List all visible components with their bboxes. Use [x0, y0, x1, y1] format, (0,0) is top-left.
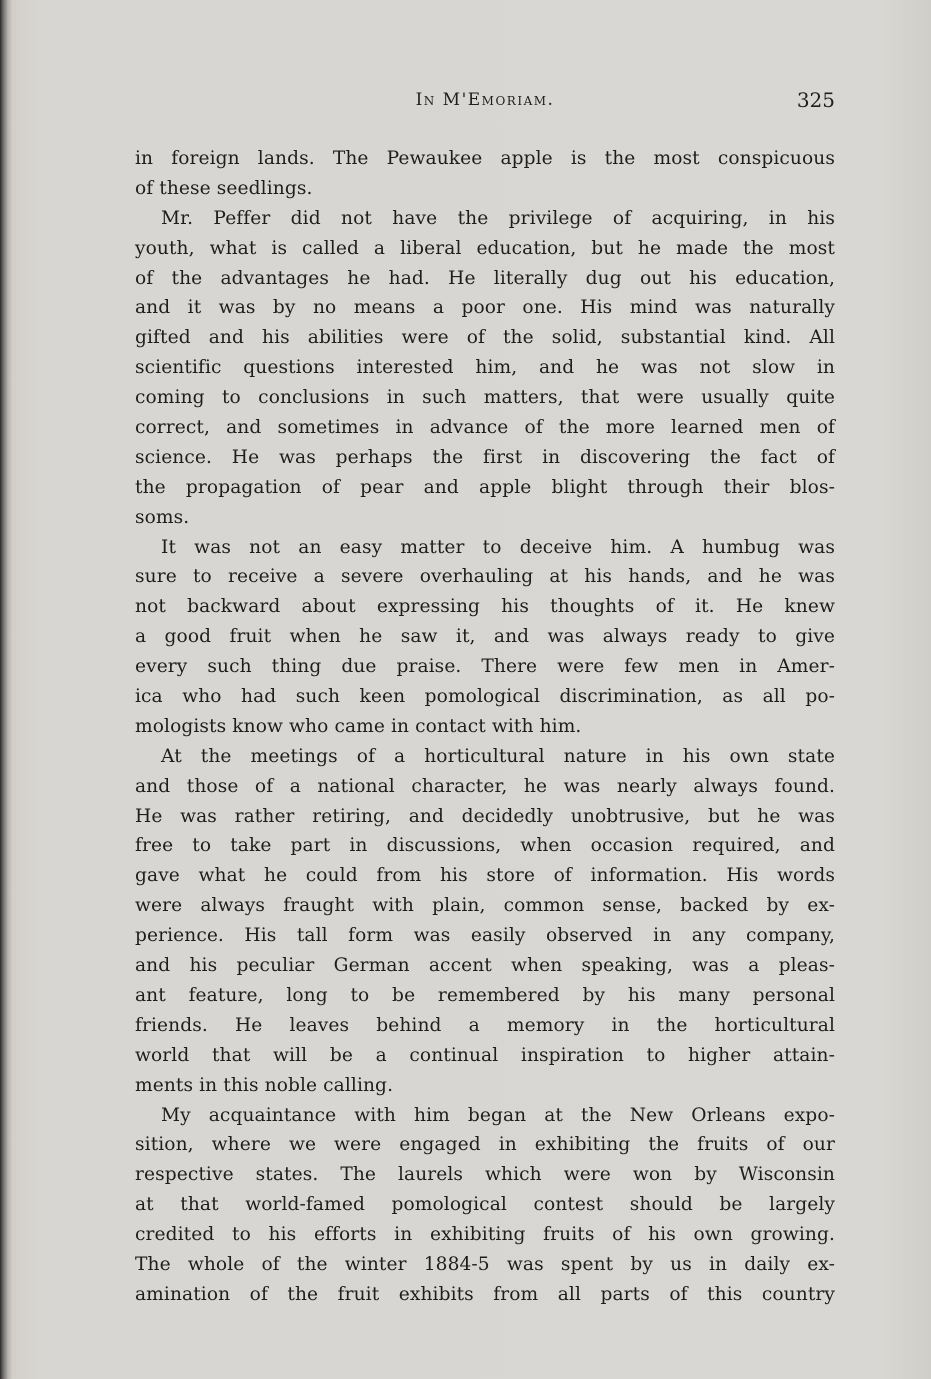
running-head [135, 90, 835, 120]
text-line: Mr. Peffer did not have the privilege of acquiring, in his [161, 207, 835, 229]
text-line: perience. His tall form was easily observed in any company, [135, 925, 835, 947]
text-line: friends. He leaves behind a memory in the horticultural [135, 1014, 835, 1036]
text-line: of the advantages he had. He literally dug out his education, [135, 267, 835, 289]
text-line: My acquaintance with him began at the New Orleans expo- [161, 1104, 835, 1126]
text-line: mologists know who came in contact with him. [135, 715, 582, 737]
paragraph [135, 1101, 835, 1310]
text-line: sition, where we were engaged in exhibiting the fruits of our [135, 1134, 835, 1156]
paragraph [135, 533, 835, 742]
text-line: sure to receive a severe overhauling at his hands, and he was [135, 566, 835, 588]
text-line: at that world-famed pomological contest should be largely [135, 1194, 835, 1216]
text-line: respective states. The laurels which were won by Wisconsin [135, 1164, 835, 1186]
text-line: ant feature, long to be remembered by his many personal [135, 984, 835, 1006]
text-line: and his peculiar German accent when speaking, was a pleas- [135, 955, 835, 977]
text-line: not backward about expressing his thoughts of it. He knew [135, 596, 835, 618]
binding-edge [0, 0, 12, 1379]
text-line: scientific questions interested him, and he was not slow in [135, 357, 835, 379]
text-line: of these seedlings. [135, 177, 313, 199]
text-line: ica who had such keen pomological discrimination, as all po- [135, 686, 835, 708]
text-line: soms. [135, 506, 190, 528]
text-line: science. He was perhaps the first in discovering the fact of [135, 446, 835, 468]
text-line: coming to conclusions in such matters, that were usually quite [135, 387, 835, 409]
paragraph [135, 204, 835, 533]
body-text [135, 144, 835, 1310]
text-line: gifted and his abilities were of the solid, substantial kind. All [135, 327, 835, 349]
text-line: and it was by no means a poor one. His mind was naturally [135, 297, 835, 319]
text-line: world that will be a continual inspiration to higher attain- [135, 1044, 835, 1066]
text-line: free to take part in discussions, when occasion required, and [135, 835, 835, 857]
paragraph [135, 742, 835, 1101]
running-head-title: In M'Emoriam. [415, 90, 555, 110]
text-line: youth, what is called a liberal education, but he made the most [135, 237, 835, 259]
page-number: 325 [796, 88, 835, 112]
text-line: He was rather retiring, and decidedly unobtrusive, but he was [135, 805, 835, 827]
text-line: a good fruit when he saw it, and was always ready to give [135, 626, 835, 648]
text-line: credited to his efforts in exhibiting fruits of his own growing. [135, 1224, 835, 1246]
text-line: were always fraught with plain, common sense, backed by ex- [135, 895, 835, 917]
text-line: and those of a national character, he was nearly always found. [135, 775, 835, 797]
text-line: the propagation of pear and apple blight through their blos- [135, 476, 835, 498]
text-line: in foreign lands. The Pewaukee apple is the most conspicuous [135, 148, 835, 169]
text-line: ments in this noble calling. [135, 1074, 394, 1096]
text-line: amination of the fruit exhibits from all parts of this country [135, 1283, 835, 1305]
text-line: It was not an easy matter to deceive him. A humbug was [161, 536, 835, 558]
paragraph [135, 144, 835, 204]
text-line: gave what he could from his store of information. His words [135, 865, 835, 887]
text-line: The whole of the winter 1884-5 was spent by us in daily ex- [135, 1253, 835, 1275]
text-line: At the meetings of a horticultural nature in his own state [161, 745, 835, 767]
text-line: every such thing due praise. There were few men in Amer- [135, 656, 835, 678]
text-line: correct, and sometimes in advance of the more learned men of [135, 417, 835, 439]
